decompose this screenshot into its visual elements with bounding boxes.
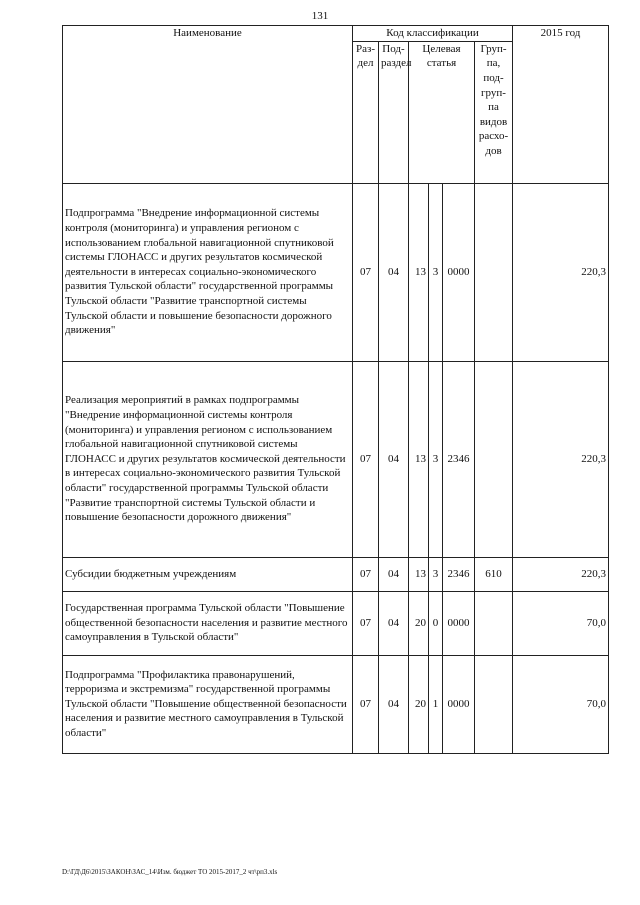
file-path-footer: D:\ГД\Д6\2015\ЗАКОН\ЗАС_14\Изм. бюджет ТО 2015-2017_2 чт\рп3.xls [62, 868, 278, 876]
row-code-1: 20 [409, 655, 429, 753]
table-row [63, 361, 609, 557]
row-code-1: 13 [409, 557, 429, 591]
row-code-2: 3 [429, 557, 443, 591]
row-code-2: 3 [429, 183, 443, 361]
row-podrazdel: 04 [379, 655, 409, 753]
row-code-2: 3 [429, 361, 443, 557]
header-name: Наименование [63, 26, 353, 184]
header-podrazdel: Под- раздел [379, 41, 409, 183]
row-amount: 70,0 [513, 655, 609, 753]
table-row [63, 183, 609, 361]
table-row [63, 655, 609, 753]
row-razdel: 07 [353, 557, 379, 591]
row-razdel: 07 [353, 183, 379, 361]
row-name: Подпрограмма "Внедрение информационной системы контроля (мониторинга) и управления регионом с использованием глобальной навигационной спутниковой системы ГЛОНАСС и других результатов космической деятельности в интересах социально-экономического развития Тульской области" государственной программы Тульской области "Развитие транспортной системы Тульской области и повышение безопасности дорожного движения" [63, 183, 353, 361]
row-podrazdel: 04 [379, 591, 409, 655]
row-code-1: 13 [409, 361, 429, 557]
row-name: Реализация мероприятий в рамках подпрограммы "Внедрение информационной системы контроля (мониторинга) и управления регионом с использованием глобальной навигационной спутниковой системы ГЛОНАСС и других результатов космической деятельности в интересах социально-экономического развития Тульской области" государственной программы Тульской области "Развитие транспортной системы Тульской области и повышение безопасности дорожного движения" [63, 361, 353, 557]
header-year: 2015 год [513, 26, 609, 184]
header-razdel: Раз- дел [353, 41, 379, 183]
row-podrazdel: 04 [379, 557, 409, 591]
row-code-2: 1 [429, 655, 443, 753]
row-code-3: 2346 [443, 361, 475, 557]
table-row [63, 557, 609, 591]
row-vid [475, 361, 513, 557]
row-code-3: 2346 [443, 557, 475, 591]
row-name: Государственная программа Тульской области "Повышение общественной безопасности населения и развитие местного самоуправления в Тульской области" [63, 591, 353, 655]
row-amount: 70,0 [513, 591, 609, 655]
header-classification: Код классификации [353, 26, 513, 42]
header-celevaya: Целевая статья [409, 41, 475, 183]
row-vid [475, 591, 513, 655]
header-gruppa: Груп- па, под- груп- па видов расхо- дов [475, 41, 513, 183]
row-amount: 220,3 [513, 557, 609, 591]
budget-table [62, 25, 609, 754]
row-vid: 610 [475, 557, 513, 591]
row-code-1: 13 [409, 183, 429, 361]
row-vid [475, 655, 513, 753]
row-code-3: 0000 [443, 655, 475, 753]
row-code-3: 0000 [443, 591, 475, 655]
row-code-3: 0000 [443, 183, 475, 361]
row-amount: 220,3 [513, 183, 609, 361]
row-razdel: 07 [353, 591, 379, 655]
row-code-1: 20 [409, 591, 429, 655]
row-podrazdel: 04 [379, 361, 409, 557]
row-vid [475, 183, 513, 361]
row-code-2: 0 [429, 591, 443, 655]
page-number: 131 [311, 10, 329, 22]
row-name: Субсидии бюджетным учреждениям [63, 557, 353, 591]
row-razdel: 07 [353, 361, 379, 557]
row-name: Подпрограмма "Профилактика правонарушений, терроризма и экстремизма" государственной программы Тульской области "Повышение общественной безопасности населения и развитие местного самоуправления в Тульской области" [63, 655, 353, 753]
row-podrazdel: 04 [379, 183, 409, 361]
row-razdel: 07 [353, 655, 379, 753]
row-amount: 220,3 [513, 361, 609, 557]
table-row [63, 591, 609, 655]
